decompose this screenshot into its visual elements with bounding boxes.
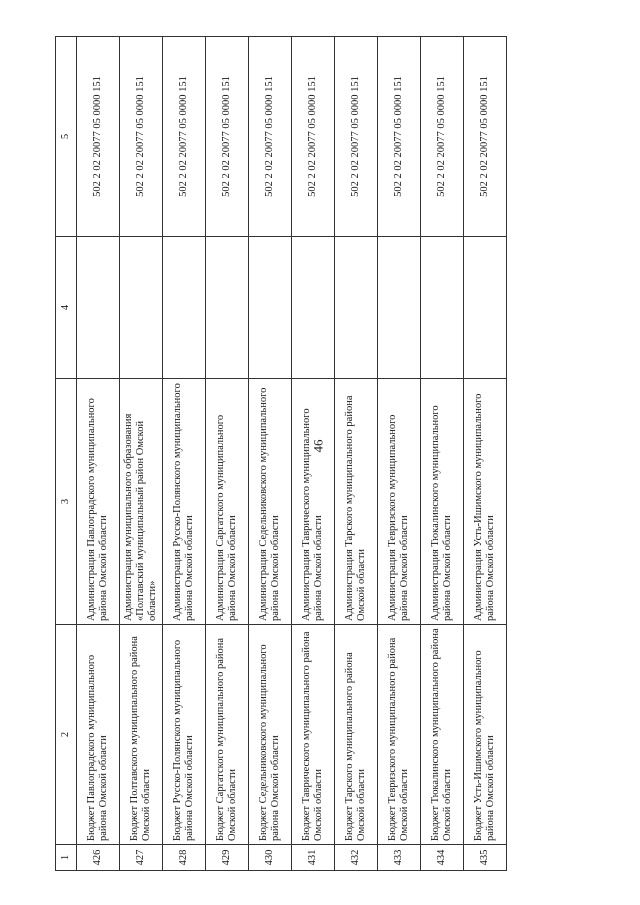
administrator-name: Администрация Тарского муниципального района Омской области: [335, 379, 378, 625]
budget-code: 502 2 02 20077 05 0000 151: [249, 37, 292, 237]
header-col-1: 1: [56, 845, 77, 871]
budget-code: 502 2 02 20077 05 0000 151: [335, 37, 378, 237]
table-row: [120, 37, 163, 871]
budget-name: Бюджет Тевризского муниципального района Омской области: [378, 625, 421, 845]
page-number: 46: [310, 439, 326, 453]
rotated-table-container: [55, 37, 557, 871]
empty-cell: [464, 237, 507, 379]
administrator-name: Администрация Павлоградского муниципального района Омской области: [77, 379, 120, 625]
administrator-name: Администрация Саргатского муниципального района Омской области: [206, 379, 249, 625]
empty-cell: [292, 237, 335, 379]
row-number: 432: [335, 845, 378, 871]
empty-cell: [335, 237, 378, 379]
budget-code: 502 2 02 20077 05 0000 151: [77, 37, 120, 237]
administrator-name: Администрация Тюкалинского муниципального района Омской области: [421, 379, 464, 625]
budget-code: 502 2 02 20077 05 0000 151: [421, 37, 464, 237]
administrator-name: Администрация Тевризского муниципального района Омской области: [378, 379, 421, 625]
empty-cell: [249, 237, 292, 379]
header-col-3: 3: [56, 379, 77, 625]
row-number: 430: [249, 845, 292, 871]
empty-cell: [163, 237, 206, 379]
administrator-name: Администрация муниципального образования «Полтавский муниципальный район Омской области»: [120, 379, 163, 625]
administrator-name: Администрация Усть-Ишимского муниципального района Омской области: [464, 379, 507, 625]
table-row: [335, 37, 378, 871]
empty-cell: [77, 237, 120, 379]
budget-code: 502 2 02 20077 05 0000 151: [292, 37, 335, 237]
budget-name: Бюджет Усть-Ишимского муниципального района Омской области: [464, 625, 507, 845]
budget-name: Бюджет Таврического муниципального района Омской области: [292, 625, 335, 845]
table-row: [163, 37, 206, 871]
budget-name: Бюджет Седельниковского муниципального района Омской области: [249, 625, 292, 845]
administrator-name: Администрация Седельниковского муниципального района Омской области: [249, 379, 292, 625]
empty-cell: [378, 237, 421, 379]
budget-code: 502 2 02 20077 05 0000 151: [120, 37, 163, 237]
budget-code: 502 2 02 20077 05 0000 151: [206, 37, 249, 237]
budget-name: Бюджет Русско-Полянского муниципального района Омской области: [163, 625, 206, 845]
empty-cell: [421, 237, 464, 379]
administrator-name: Администрация Русско-Полянского муниципального района Омской области: [163, 379, 206, 625]
row-number: 428: [163, 845, 206, 871]
budget-name: Бюджет Тарского муниципального района Омской области: [335, 625, 378, 845]
administrator-name: Администрация Таврического муниципального района Омской области: [292, 379, 335, 625]
budget-code: 502 2 02 20077 05 0000 151: [163, 37, 206, 237]
row-number: 426: [77, 845, 120, 871]
empty-cell: [120, 237, 163, 379]
table-row: [249, 37, 292, 871]
header-col-5: 5: [56, 37, 77, 237]
table-row: [421, 37, 464, 871]
header-col-4: 4: [56, 237, 77, 379]
budget-code: 502 2 02 20077 05 0000 151: [378, 37, 421, 237]
budget-name: Бюджет Саргатского муниципального района Омской области: [206, 625, 249, 845]
table-row: [77, 37, 120, 871]
budget-code: 502 2 02 20077 05 0000 151: [464, 37, 507, 237]
row-number: 434: [421, 845, 464, 871]
header-col-2: 2: [56, 625, 77, 845]
row-number: 435: [464, 845, 507, 871]
table-row: [464, 37, 507, 871]
row-number: 427: [120, 845, 163, 871]
header-row: [56, 37, 77, 871]
row-number: 429: [206, 845, 249, 871]
table-row: [206, 37, 249, 871]
table-row: [378, 37, 421, 871]
table-row: [292, 37, 335, 871]
row-number: 431: [292, 845, 335, 871]
budget-name: Бюджет Полтавского муниципального района Омской области: [120, 625, 163, 845]
budget-table: [55, 36, 507, 871]
row-number: 433: [378, 845, 421, 871]
empty-cell: [206, 237, 249, 379]
budget-name: Бюджет Тюкалинского муниципального района Омской области: [421, 625, 464, 845]
budget-name: Бюджет Павлоградского муниципального района Омской области: [77, 625, 120, 845]
